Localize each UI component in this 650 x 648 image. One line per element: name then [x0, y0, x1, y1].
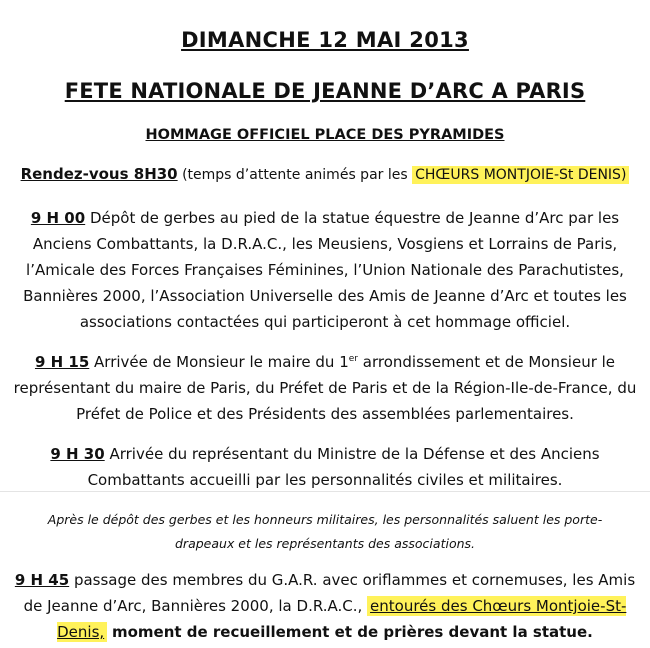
schedule-text: passage des membres du G.A.R. avec oriflammes et cornemuses, les Amis de Jeanne d’Arc, Bannières 2000, la D.R.A.C.,	[23, 571, 636, 615]
schedule-superscript: er	[348, 354, 359, 364]
schedule-item-0930	[8, 441, 642, 493]
event-title-heading: FETE NATIONALE DE JEANNE D’ARC A PARIS	[64, 79, 586, 103]
schedule-item-0945	[8, 567, 642, 645]
schedule-text-before: Arrivée de Monsieur le maire du 1	[94, 353, 349, 371]
event-subtitle-heading: HOMMAGE OFFICIEL PLACE DES PYRAMIDES	[145, 127, 505, 143]
schedule-time: 9 H 45	[14, 571, 70, 589]
ceremony-note: Après le dépôt des gerbes et les honneurs militaires, les personnalités saluent les porte-drapeaux et les représentants des associations.	[47, 512, 603, 551]
rendezvous-text: (temps d’attente animés par les	[182, 167, 408, 183]
schedule-text-after: arrondissement et de Monsieur le représentant du maire de Paris, du Préfet de Paris et de la Région-Ile-de-France, du Préfet de Police et des Présidents des assemblées parlementaires.	[13, 353, 637, 423]
schedule-item-0900	[8, 205, 642, 335]
schedule-text: Arrivée du représentant du Ministre de la Défense et des Anciens Combattants accueilli par les personnalités civiles et militaires.	[87, 445, 600, 489]
rendezvous-label: Rendez-vous 8H30	[20, 165, 178, 183]
schedule-text: Dépôt de gerbes au pied de la statue équestre de Jeanne d’Arc par les Anciens Combattants, la D.R.A.C., les Meusiens, Vosgiens et Lorrains de Paris, l’Amicale des Forces Françaises Féminines, l’Union Nationale des Parachutistes, Bannières 2000, l’Association Universelle des Amis de Jeanne d’Arc et toutes les associations contactées qui participeront à cet hommage officiel.	[23, 209, 627, 331]
choir-highlight: entourés des Chœurs Montjoie-St-Denis,	[57, 597, 627, 641]
schedule-time: 9 H 00	[30, 209, 86, 227]
divider	[0, 491, 650, 492]
rendezvous-highlight: CHŒURS MONTJOIE-St DENIS)	[412, 166, 629, 184]
schedule-time: 9 H 30	[50, 445, 105, 463]
schedule-bold-text: moment de recueillement et de prières devant la statue.	[111, 623, 593, 641]
schedule-time: 9 H 15	[34, 353, 90, 371]
event-date-heading: DIMANCHE 12 MAI 2013	[181, 28, 469, 52]
schedule-item-0915	[8, 349, 642, 427]
rendezvous-line	[0, 165, 650, 183]
